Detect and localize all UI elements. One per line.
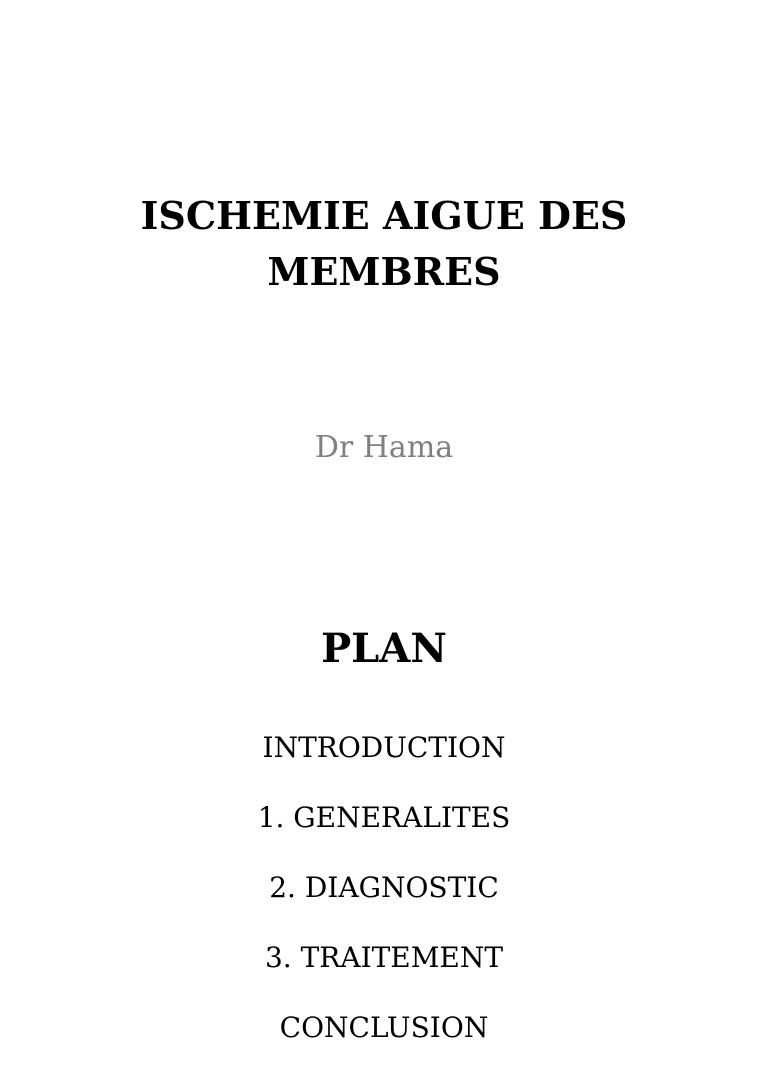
plan-item-conclusion: CONCLUSION: [279, 1011, 489, 1044]
plan-item-diagnostic: 2. DIAGNOSTIC: [269, 871, 499, 904]
plan-heading: PLAN: [321, 625, 447, 672]
plan-item-generalites: 1. GENERALITES: [257, 801, 511, 834]
plan-item-introduction: INTRODUCTION: [262, 731, 506, 764]
plan-list: [0, 728, 768, 1078]
document-title: [0, 188, 768, 300]
document-title-line-1: ISCHEMIE AIGUE DES: [140, 193, 628, 238]
plan-item-traitement: 3. TRAITEMENT: [264, 941, 504, 974]
document-title-line-2: MEMBRES: [267, 249, 501, 294]
author-name: Dr Hama: [314, 430, 454, 465]
